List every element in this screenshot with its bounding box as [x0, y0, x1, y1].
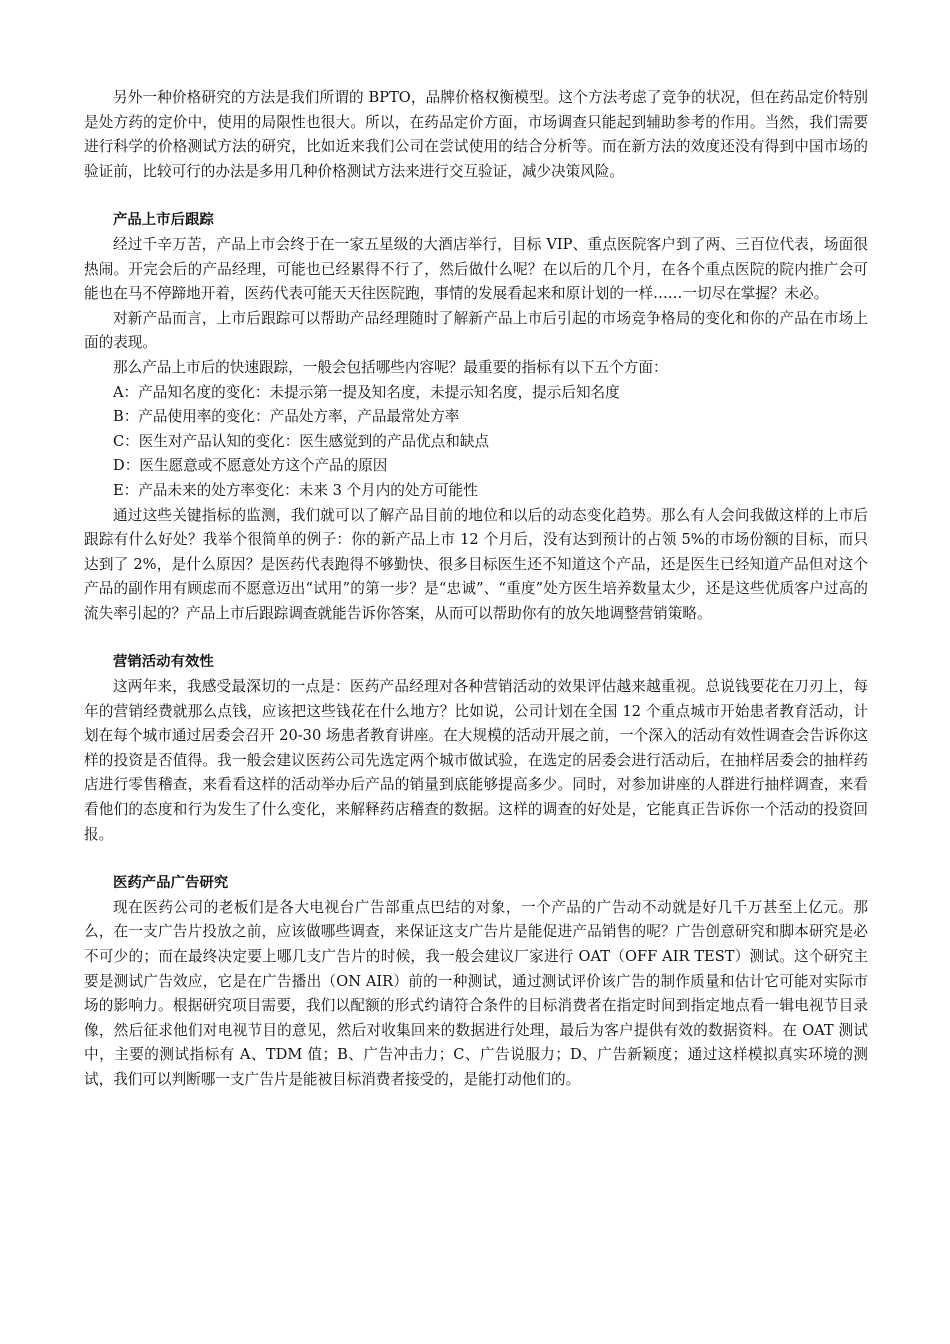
- ads-paragraph-1: 现在医药公司的老板们是各大电视台广告部重点巴结的对象，一个产品的广告动不动就是好几千万甚至上亿元。那么，在一支广告片投放之前，应该做哪些调查，来保证这支广告片是能促进产品销售的呢？广告创意研究和脚本研究是必不可少的；而在最终决定要上哪几支广告片的时候，我一般会建议厂家进行 OAT（OFF AIR TEST）测试。这个研究主要是测试广告效应，它是在广告播出（ON AIR）前的一种测试，通过测试评价该广告的制作质量和估计它可能对实际市场的影响力。根据研究项目需要，我们以配额的形式约请符合条件的目标消费者在指定时间到指定地点看一辑电视节目录像，然后征求他们对电视节目的意见，然后对收集回来的数据进行处理，最后为客户提供有效的数据资料。在 OAT 测试中，主要的测试指标有 A、TDM 值；B、广告冲击力；C、广告说服力；D、广告新颖度；通过这样模拟真实环境的测试，我们可以判断哪一支广告片是能被目标消费者接受的，是能打动他们的。: [84, 898, 868, 1088]
- tracking-paragraph-3: 那么产品上市后的快速跟踪，一般会包括哪些内容呢？最重要的指标有以下五个方面：: [113, 358, 668, 376]
- tracking-list-item-e: E：产品未来的处方率变化：未来 3 个月内的处方可能性: [113, 481, 478, 499]
- intro-paragraph: 另外一种价格研究的方法是我们所谓的 BPTO，品牌价格权衡模型。这个方法考虑了竞争的状况，但在药品定价特别是处方药的定价中，使用的局限性也很大。所以，在药品定价方面，市场调查只能起到辅助参考的作用。当然，我们需要进行科学的价格测试方法的研究，比如近来我们公司在尝试使用的结合分析等。而在新方法的效度还没有得到中国市场的验证前，比较可行的办法是多用几种价格测试方法来进行交互验证，减少决策风险。: [84, 89, 868, 180]
- tracking-paragraph-1: 经过千辛万苦，产品上市会终于在一家五星级的大酒店举行，目标 VIP、重点医院客户到了两、三百位代表，场面很热闹。开完会后的产品经理，可能也已经累得不行了，然后做什么呢？在以后的几个月，在各个重点医院的院内推广会可能也在马不停蹄地开着，医药代表可能天天往医院跑，事情的发展看起来和原计划的一样……一切尽在掌握？未必。: [84, 235, 868, 303]
- tracking-paragraph-2: 对新产品而言，上市后跟踪可以帮助产品经理随时了解新产品上市后引起的市场竞争格局的变化和你的产品在市场上面的表现。: [84, 309, 868, 352]
- document-page: [84, 86, 868, 1093]
- section-heading-tracking: 产品上市后跟踪: [113, 212, 214, 229]
- section-heading-ads: 医药产品广告研究: [113, 875, 229, 892]
- tracking-list-item-a: A：产品知名度的变化：未提示第一提及知名度，未提示知名度，提示后知名度: [113, 383, 620, 401]
- tracking-list-item-b: B：产品使用率的变化：产品处方率，产品最常处方率: [113, 408, 460, 426]
- tracking-list-item-c: C：医生对产品认知的变化：医生感觉到的产品优点和缺点: [113, 432, 490, 450]
- marketing-paragraph-1: 这两年来，我感受最深切的一点是：医药产品经理对各种营销活动的效果评估越来越重视。总说钱要花在刀刃上，每年的营销经费就那么点钱，应该把这些钱花在什么地方？比如说，公司计划在全国 12 个重点城市开始患者教育活动，计划在每个城市通过居委会召开 20-30 场患者教育讲座。在大规模的活动开展之前，一个深入的活动有效性调查会告诉你这样的投资是否值得。我一般会建议医药公司先选定两个城市做试验，在选定的居委会进行活动后，在抽样居委会的抽样药店进行零售稽查，来看看这样的活动举办后产品的销量到底能够提高多少。同时，对参加讲座的人群进行抽样调查，来看看他们的态度和行为发生了什么变化，来解释药店稽查的数据。这样的调查的好处是，它能真正告诉你一个活动的投资回报。: [84, 678, 868, 843]
- tracking-list-item-d: D：医生愿意或不愿意处方这个产品的原因: [113, 457, 388, 475]
- tracking-paragraph-4: 通过这些关键指标的监测，我们就可以了解产品目前的地位和以后的动态变化趋势。那么有人会问我做这样的上市后跟踪有什么好处？我举个很简单的例子：你的新产品上市 12 个月后，没有达到预计的占领 5%的市场份额的目标，而只达到了 2%，是什么原因？是医药代表跑得不够勤快、很多目标医生还不知道这个产品，还是医生已经知道产品但对这个产品的副作用有顾虑而不愿意迈出“试用”的第一步？是“忠诚”、“重度”处方医生培养数量太少，还是这些优质客户过高的流失率引起的？产品上市后跟踪调查就能告诉你答案，从而可以帮助你有的放矢地调整营销策略。: [84, 506, 868, 622]
- section-heading-marketing: 营销活动有效性: [113, 654, 214, 671]
